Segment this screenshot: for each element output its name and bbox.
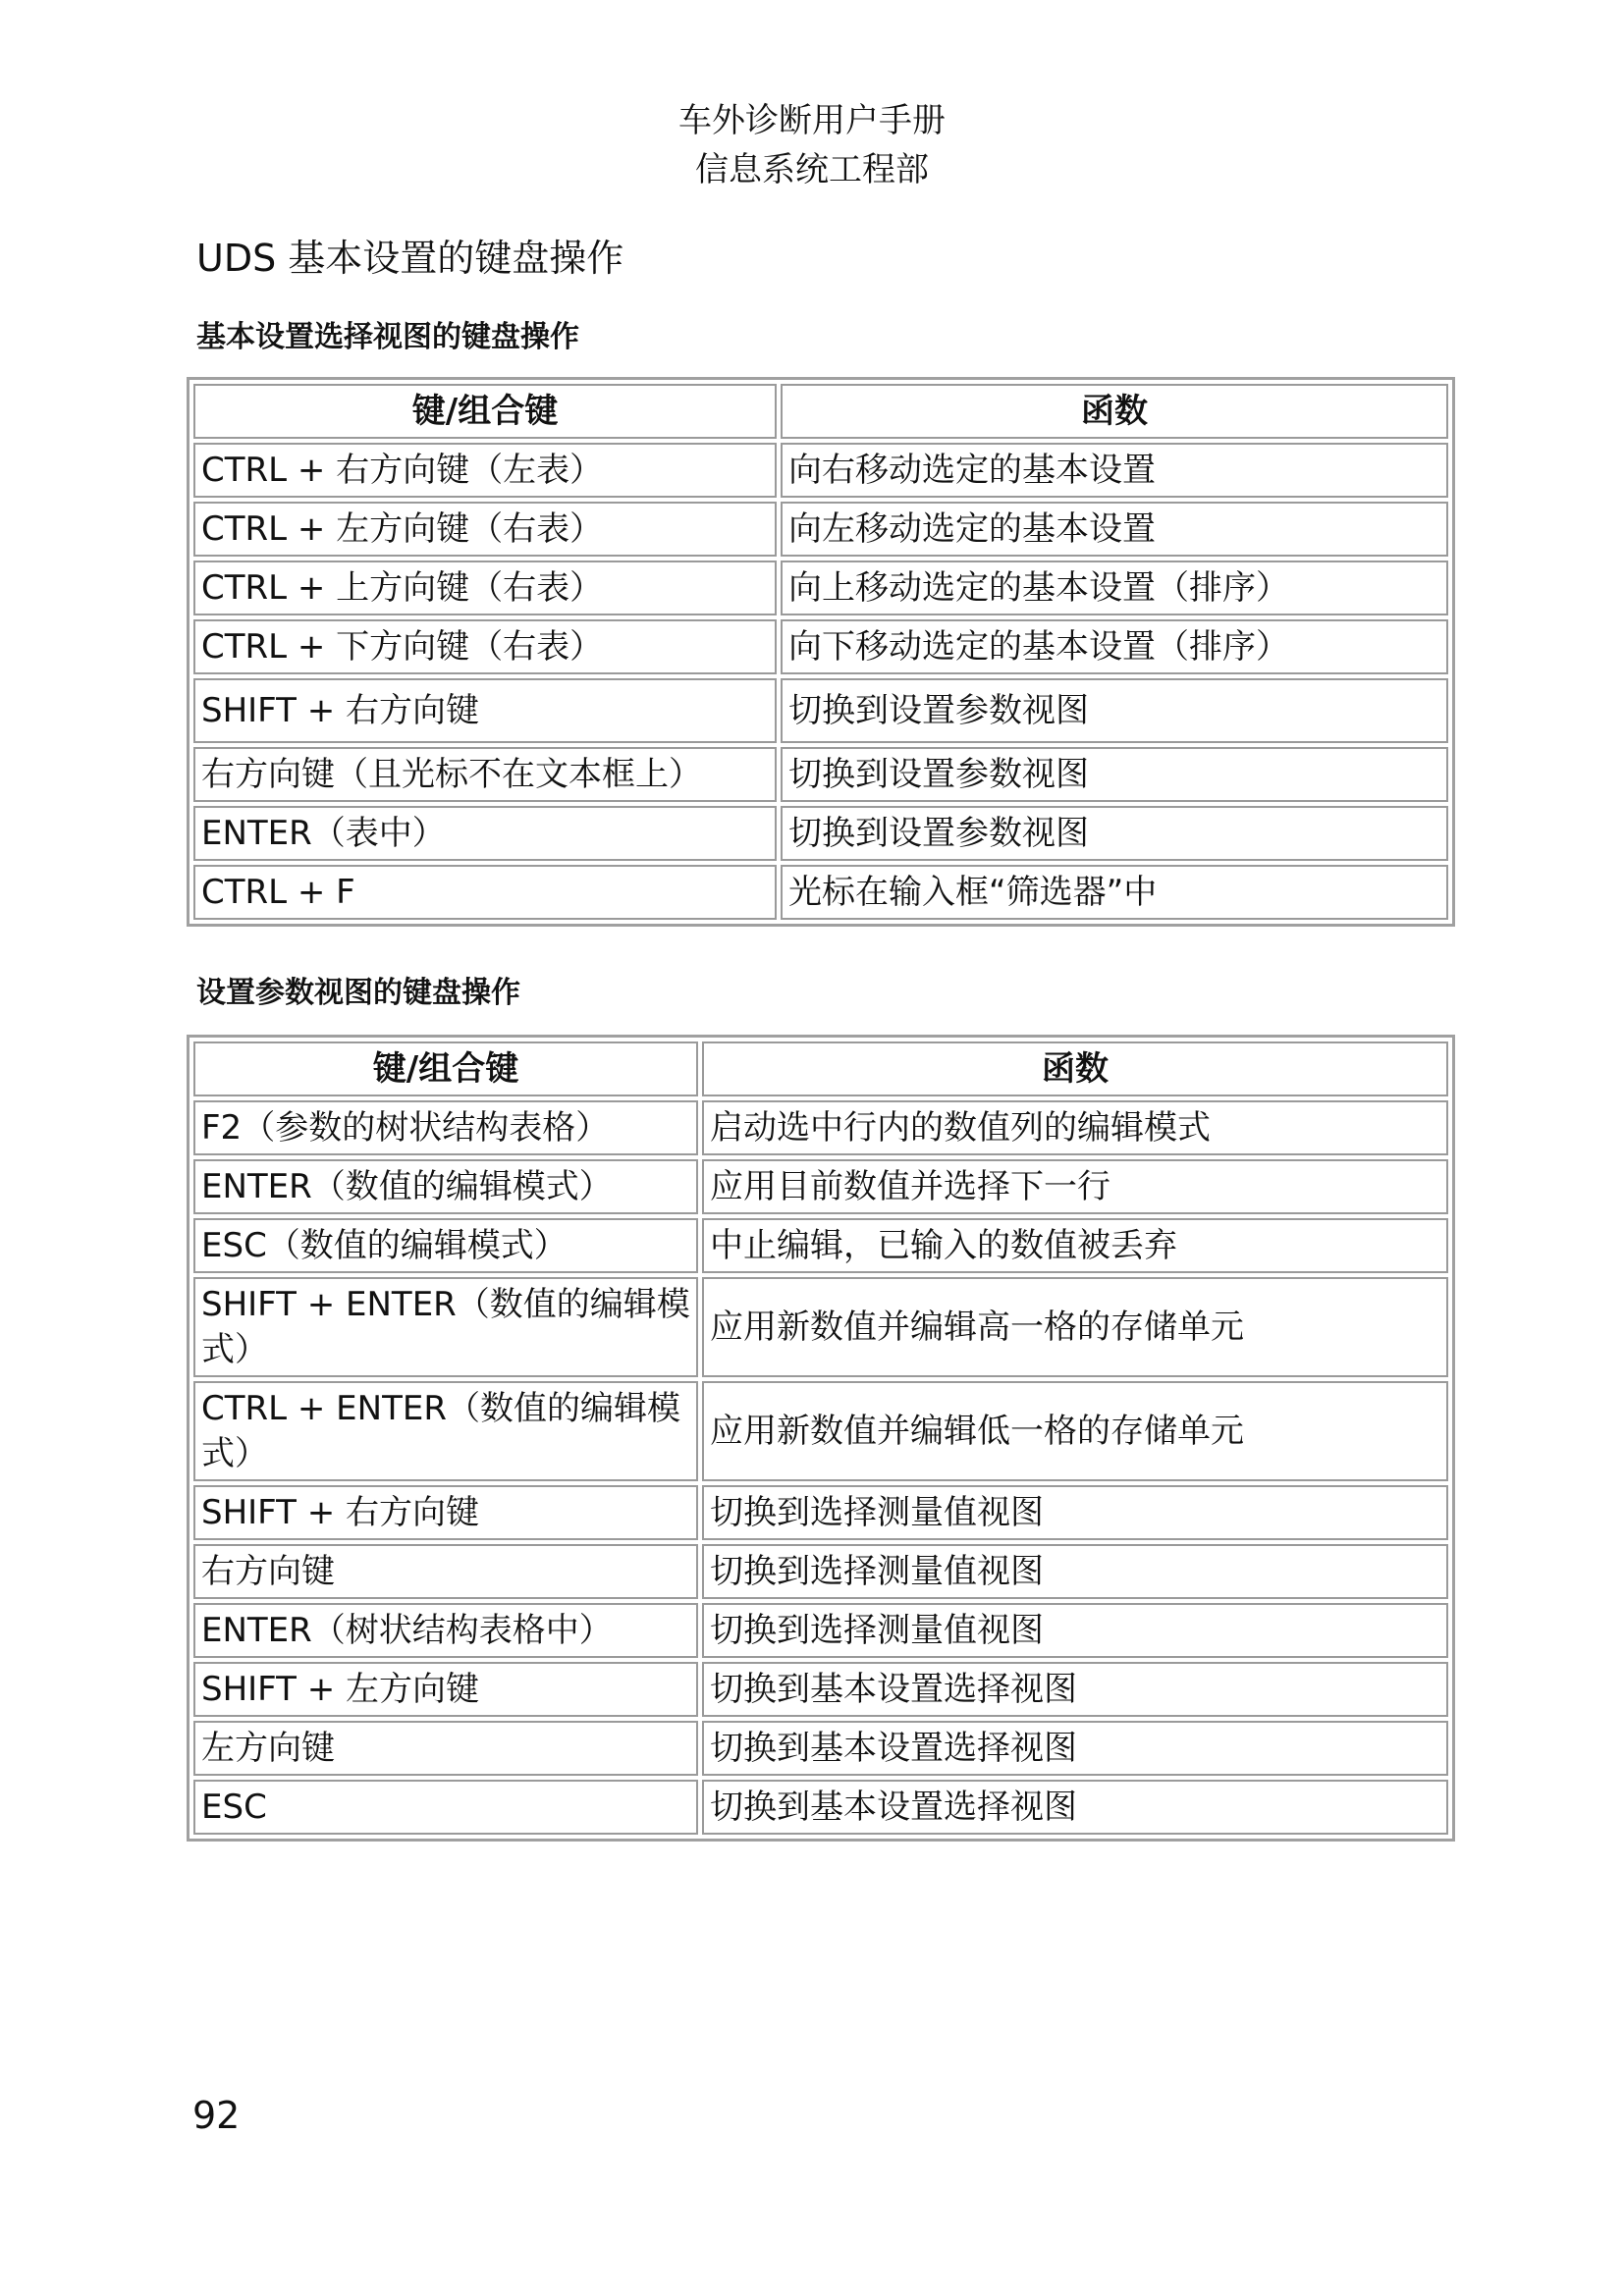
key-cell: ESC bbox=[193, 1780, 698, 1835]
function-cell: 切换到设置参数视图 bbox=[781, 747, 1448, 802]
table-row bbox=[193, 1721, 1448, 1776]
table-header-row bbox=[193, 384, 1448, 439]
table-header-row bbox=[193, 1041, 1448, 1096]
key-cell: SHIFT + 右方向键 bbox=[193, 678, 777, 743]
function-cell: 切换到基本设置选择视图 bbox=[702, 1662, 1448, 1717]
table-row bbox=[193, 678, 1448, 743]
running-header bbox=[0, 96, 1624, 194]
function-cell: 向下移动选定的基本设置（排序） bbox=[781, 619, 1448, 674]
table-row bbox=[193, 443, 1448, 498]
key-cell: SHIFT + 左方向键 bbox=[193, 1662, 698, 1717]
column-header-function: 函数 bbox=[702, 1041, 1448, 1096]
key-cell: 左方向键 bbox=[193, 1721, 698, 1776]
key-cell: CTRL + 下方向键（右表） bbox=[193, 619, 777, 674]
table-row bbox=[193, 619, 1448, 674]
table-row bbox=[193, 806, 1448, 861]
key-cell: ENTER（树状结构表格中） bbox=[193, 1603, 698, 1658]
key-cell: SHIFT + 右方向键 bbox=[193, 1485, 698, 1540]
function-cell: 应用新数值并编辑低一格的存储单元 bbox=[702, 1381, 1448, 1481]
column-header-key: 键/组合键 bbox=[193, 384, 777, 439]
key-cell: 右方向键 bbox=[193, 1544, 698, 1599]
function-cell: 切换到基本设置选择视图 bbox=[702, 1780, 1448, 1835]
function-cell: 向左移动选定的基本设置 bbox=[781, 502, 1448, 557]
table-row bbox=[193, 502, 1448, 557]
function-cell: 切换到选择测量值视图 bbox=[702, 1544, 1448, 1599]
function-cell: 应用目前数值并选择下一行 bbox=[702, 1159, 1448, 1214]
section1-heading: 基本设置选择视图的键盘操作 bbox=[196, 320, 579, 354]
function-cell: 启动选中行内的数值列的编辑模式 bbox=[702, 1100, 1448, 1155]
page-number: 92 bbox=[192, 2094, 241, 2137]
function-cell: 切换到选择测量值视图 bbox=[702, 1485, 1448, 1540]
key-cell: 右方向键（且光标不在文本框上） bbox=[193, 747, 777, 802]
page-title: UDS 基本设置的键盘操作 bbox=[196, 237, 624, 280]
table-row bbox=[193, 1277, 1448, 1377]
basic-settings-shortcut-table bbox=[187, 377, 1455, 927]
function-cell: 中止编辑，已输入的数值被丢弃 bbox=[702, 1218, 1448, 1273]
key-cell: CTRL + 右方向键（左表） bbox=[193, 443, 777, 498]
function-cell: 光标在输入框“筛选器”中 bbox=[781, 865, 1448, 920]
table-row bbox=[193, 1159, 1448, 1214]
table-row bbox=[193, 1662, 1448, 1717]
section2-heading: 设置参数视图的键盘操作 bbox=[196, 976, 520, 1010]
function-cell: 向右移动选定的基本设置 bbox=[781, 443, 1448, 498]
header-department: 信息系统工程部 bbox=[695, 150, 929, 189]
function-cell: 切换到基本设置选择视图 bbox=[702, 1721, 1448, 1776]
function-cell: 切换到选择测量值视图 bbox=[702, 1603, 1448, 1658]
key-cell: CTRL + F bbox=[193, 865, 777, 920]
table-row bbox=[193, 1100, 1448, 1155]
function-cell: 向上移动选定的基本设置（排序） bbox=[781, 561, 1448, 615]
table-row bbox=[193, 1218, 1448, 1273]
key-cell: ENTER（数值的编辑模式） bbox=[193, 1159, 698, 1214]
column-header-key: 键/组合键 bbox=[193, 1041, 698, 1096]
table-row bbox=[193, 1603, 1448, 1658]
key-cell: SHIFT + ENTER（数值的编辑模式） bbox=[193, 1277, 698, 1377]
key-cell: CTRL + 上方向键（右表） bbox=[193, 561, 777, 615]
column-header-function: 函数 bbox=[781, 384, 1448, 439]
key-cell: ENTER（表中） bbox=[193, 806, 777, 861]
function-cell: 应用新数值并编辑高一格的存储单元 bbox=[702, 1277, 1448, 1377]
table-row bbox=[193, 1485, 1448, 1540]
function-cell: 切换到设置参数视图 bbox=[781, 678, 1448, 743]
table-row bbox=[193, 1544, 1448, 1599]
header-title: 车外诊断用户手册 bbox=[678, 101, 946, 140]
table-row bbox=[193, 1780, 1448, 1835]
table-row bbox=[193, 561, 1448, 615]
table-row bbox=[193, 747, 1448, 802]
table-row bbox=[193, 1381, 1448, 1481]
key-cell: ESC（数值的编辑模式） bbox=[193, 1218, 698, 1273]
key-cell: F2（参数的树状结构表格） bbox=[193, 1100, 698, 1155]
key-cell: CTRL + 左方向键（右表） bbox=[193, 502, 777, 557]
parameter-view-shortcut-table bbox=[187, 1035, 1455, 1842]
function-cell: 切换到设置参数视图 bbox=[781, 806, 1448, 861]
key-cell: CTRL + ENTER（数值的编辑模式） bbox=[193, 1381, 698, 1481]
table-row bbox=[193, 865, 1448, 920]
